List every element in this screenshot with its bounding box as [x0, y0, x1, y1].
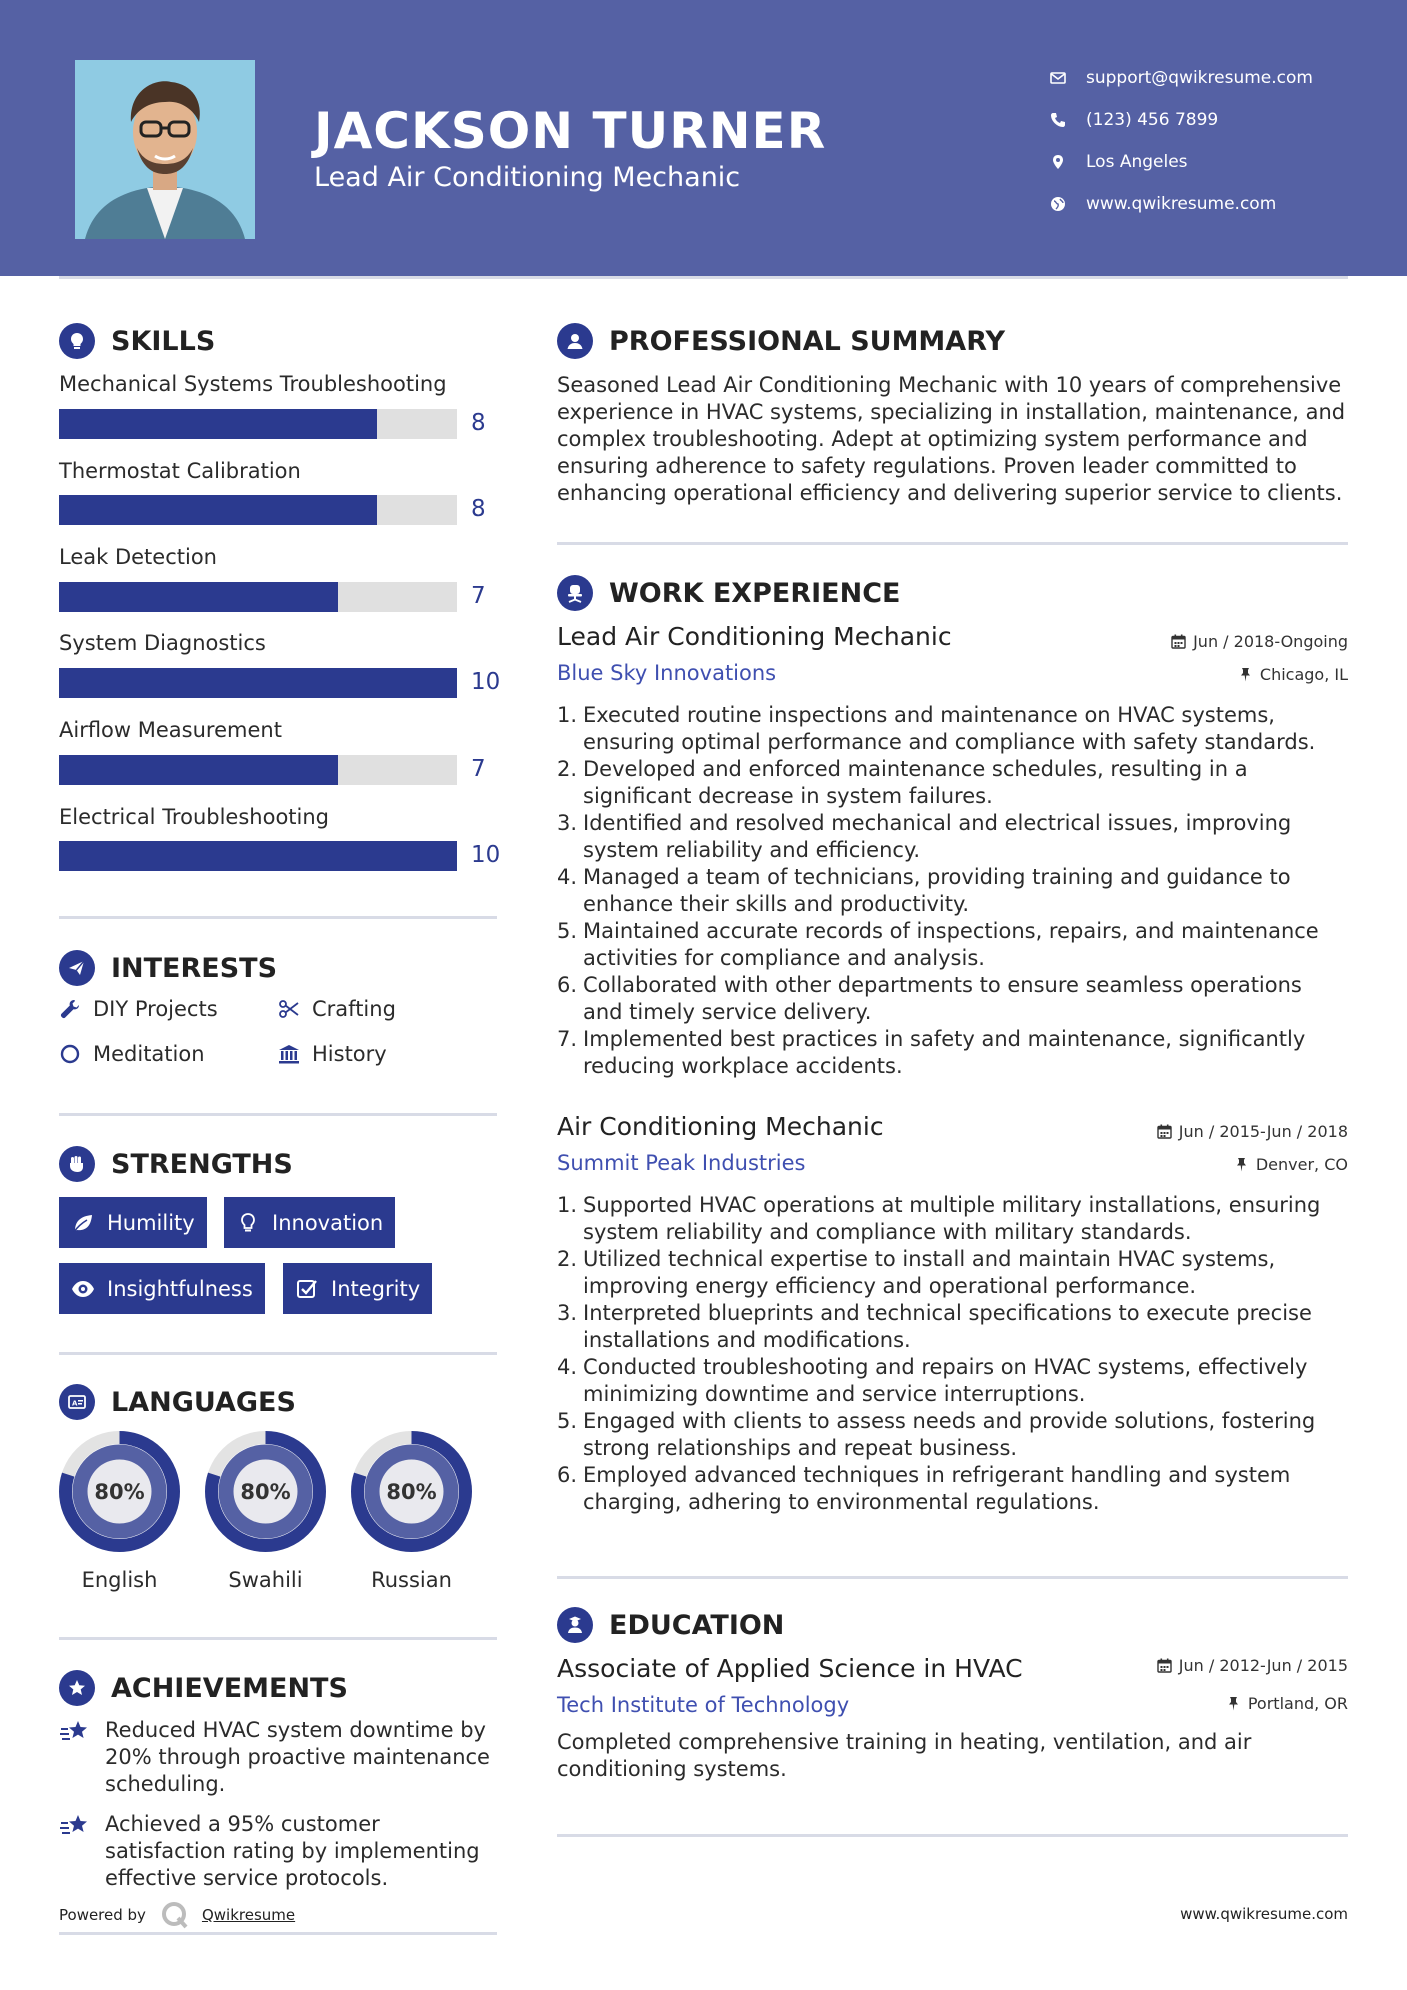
language-percent: 80%	[94, 1480, 145, 1504]
strength-badge	[283, 1263, 432, 1314]
skills-title: SKILLS	[111, 325, 216, 357]
job-dates	[1171, 632, 1348, 651]
powered-by	[59, 1900, 295, 1930]
contact-phone[interactable]	[1050, 99, 1390, 141]
education-dates	[1157, 1656, 1348, 1675]
graduate-icon	[557, 1607, 593, 1643]
skill-name: Thermostat Calibration	[59, 459, 301, 483]
language-item	[59, 1431, 180, 1592]
language-gauge	[205, 1431, 326, 1552]
job-bullet-text: Maintained accurate records of inspections, repairs, and maintenance activities for compliance and analysis.	[583, 919, 1319, 970]
eye-icon	[71, 1277, 95, 1301]
job-bullets	[557, 702, 1347, 1080]
experience-title: WORK EXPERIENCE	[609, 577, 901, 609]
language-gauge	[351, 1431, 472, 1552]
skill-bar-fill	[59, 582, 338, 612]
skill-name: Electrical Troubleshooting	[59, 805, 330, 829]
education-location-text: Portland, OR	[1247, 1694, 1348, 1713]
education-description: Completed comprehensive training in heating, ventilation, and air conditioning systems.	[557, 1730, 1252, 1781]
skill-bar	[59, 409, 457, 439]
section-divider	[59, 1637, 497, 1640]
header-banner	[0, 0, 1407, 276]
contact-email[interactable]	[1050, 57, 1390, 99]
job-location-text: Denver, CO	[1255, 1155, 1348, 1174]
skill-value: 10	[471, 669, 501, 695]
contact-location	[1050, 141, 1390, 183]
office-chair-icon	[557, 575, 593, 611]
education-dates-text: Jun / 2012-Jun / 2015	[1178, 1656, 1348, 1675]
job-bullet-text: Developed and enforced maintenance schedules, resulting in a significant decrease in system failures.	[583, 757, 1248, 808]
skill-name: System Diagnostics	[59, 631, 266, 655]
skill-bar	[59, 582, 457, 612]
experience-heading	[557, 575, 900, 611]
contact-website[interactable]	[1050, 183, 1390, 225]
contact-location-text: Los Angeles	[1086, 152, 1188, 172]
degree-title: Associate of Applied Science in HVAC	[557, 1654, 1023, 1683]
wrench-icon	[59, 998, 81, 1020]
school-name: Tech Institute of Technology	[557, 1693, 850, 1717]
language-name: Russian	[371, 1568, 452, 1592]
candidate-name: JACKSON TURNER	[314, 102, 827, 160]
phone-icon	[1050, 110, 1086, 130]
summary-heading	[557, 323, 1005, 359]
education-heading	[557, 1607, 784, 1643]
svg-text:A: A	[72, 1399, 78, 1408]
skill-bar-fill	[59, 409, 377, 439]
languages-title: LANGUAGES	[111, 1386, 296, 1418]
calendar-icon	[1157, 1658, 1172, 1673]
job-location	[1238, 665, 1348, 684]
skill-name: Mechanical Systems Troubleshooting	[59, 372, 447, 396]
skill-name: Leak Detection	[59, 545, 217, 569]
language-name: English	[81, 1568, 158, 1592]
interests-heading	[59, 950, 277, 986]
job-bullet-text: Conducted troubleshooting and repairs on HVAC systems, effectively minimizing downtime and service interruptions.	[583, 1355, 1308, 1406]
qwikresume-logo-icon	[160, 1900, 190, 1930]
skills-heading	[59, 323, 215, 359]
job-bullet-text: Employed advanced techniques in refrigerant handling and system charging, adhering to environmental regulations.	[583, 1463, 1291, 1514]
pin-icon	[1226, 1696, 1241, 1711]
job-bullet-text: Utilized technical expertise to install and maintain HVAC systems, improving energy efficiency and operational performance.	[583, 1247, 1276, 1298]
education-title: EDUCATION	[609, 1609, 785, 1641]
section-divider	[59, 1352, 497, 1355]
skill-bar	[59, 755, 457, 785]
job-bullet-text: Engaged with clients to assess needs and provide solutions, fostering strong relationships and repeat business.	[583, 1409, 1316, 1460]
user-icon	[557, 323, 593, 359]
circle-icon	[59, 1043, 81, 1065]
achievements-title: ACHIEVEMENTS	[111, 1672, 348, 1704]
skill-bar-fill	[59, 495, 377, 525]
interest-label: History	[312, 1042, 387, 1066]
job-bullet: 6. Employed advanced techniques in refrigerant handling and system charging, adhering to environmental regulations.	[557, 1462, 1347, 1516]
job-bullets	[557, 1192, 1347, 1516]
contact-phone-text: (123) 456 7899	[1086, 110, 1219, 130]
skill-value: 10	[471, 842, 501, 868]
language-card-icon	[59, 1384, 95, 1420]
powered-by-label: Powered by	[59, 1906, 146, 1924]
candidate-role: Lead Air Conditioning Mechanic	[314, 162, 741, 193]
skill-name: Airflow Measurement	[59, 718, 282, 742]
section-divider	[59, 916, 497, 919]
job-dates	[1157, 1122, 1348, 1141]
job-bullet: 5. Engaged with clients to assess needs and provide solutions, fostering strong relationships and repeat business.	[557, 1408, 1347, 1462]
skill-value: 8	[471, 496, 486, 522]
fist-icon	[59, 1146, 95, 1182]
pin-icon	[1234, 1157, 1249, 1172]
strengths-title: STRENGTHS	[111, 1148, 293, 1180]
section-divider	[557, 1576, 1348, 1579]
achievement-text: Achieved a 95% customer satisfaction rating by implementing effective service protocols.	[105, 1812, 480, 1890]
shooting-star-icon	[59, 1813, 91, 1839]
skill-bar-fill	[59, 668, 457, 698]
contact-list	[1050, 57, 1390, 225]
skill-value: 8	[471, 410, 486, 436]
interest-label: Meditation	[93, 1042, 205, 1066]
interest-label: DIY Projects	[93, 997, 218, 1021]
mail-icon	[1050, 68, 1086, 88]
achievements-heading	[59, 1670, 348, 1706]
job-bullet-text: Supported HVAC operations at multiple military installations, ensuring system reliability and compliance with military standards.	[583, 1193, 1321, 1244]
contact-website-text: www.qwikresume.com	[1086, 194, 1277, 214]
job-title: Lead Air Conditioning Mechanic	[557, 622, 952, 651]
footer-website[interactable]: www.qwikresume.com	[1180, 1905, 1348, 1923]
job-bullet: 4. Conducted troubleshooting and repairs on HVAC systems, effectively minimizing downtime and service interruptions.	[557, 1354, 1347, 1408]
skill-bar	[59, 668, 457, 698]
strength-label: Humility	[107, 1210, 195, 1235]
skill-bar-fill	[59, 755, 338, 785]
leaf-icon	[71, 1211, 95, 1235]
contact-email-text: support@qwikresume.com	[1086, 68, 1313, 88]
strength-badge	[59, 1197, 207, 1248]
strengths-heading	[59, 1146, 293, 1182]
check-square-icon	[295, 1277, 319, 1301]
job-dates-text: Jun / 2018-Ongoing	[1193, 632, 1348, 651]
strength-label: Integrity	[331, 1276, 421, 1301]
strength-label: Insightfulness	[107, 1276, 253, 1301]
skill-value: 7	[471, 756, 486, 782]
section-divider	[557, 1834, 1348, 1837]
shooting-star-icon	[59, 1719, 91, 1745]
scissors-icon	[278, 998, 300, 1020]
job-location	[1234, 1155, 1348, 1174]
section-divider	[59, 1113, 497, 1116]
museum-icon	[278, 1043, 300, 1065]
strength-badge	[224, 1197, 395, 1248]
company-name: Summit Peak Industries	[557, 1151, 806, 1175]
qwikresume-link[interactable]: Qwikresume	[201, 1906, 296, 1924]
globe-icon	[1050, 194, 1086, 214]
languages-heading	[59, 1384, 296, 1420]
interest-item	[59, 997, 218, 1021]
job-bullet-text: Implemented best practices in safety and maintenance, significantly reducing workplace accidents.	[583, 1027, 1306, 1078]
job-location-text: Chicago, IL	[1259, 665, 1348, 684]
interest-label: Crafting	[312, 997, 396, 1021]
language-percent: 80%	[386, 1480, 437, 1504]
company-name: Blue Sky Innovations	[557, 661, 777, 685]
interest-item	[278, 1042, 387, 1066]
skill-bar-fill	[59, 841, 457, 871]
job-bullet: 3. Identified and resolved mechanical and electrical issues, improving system reliability and efficiency.	[557, 810, 1347, 864]
lightbulb-icon	[236, 1211, 260, 1235]
job-bullet-text: Executed routine inspections and maintenance on HVAC systems, ensuring optimal performance and compliance with safety standards.	[583, 703, 1316, 754]
header-divider	[59, 276, 1348, 279]
paper-plane-icon	[59, 950, 95, 986]
job-bullet: 5. Maintained accurate records of inspections, repairs, and maintenance activities for compliance and analysis.	[557, 918, 1347, 972]
skill-bar	[59, 841, 457, 871]
interest-item	[59, 1042, 205, 1066]
language-item	[205, 1431, 326, 1592]
language-item	[351, 1431, 472, 1592]
lightbulb-icon	[59, 323, 95, 359]
calendar-icon	[1171, 634, 1186, 649]
achievement-item	[59, 1811, 499, 1892]
location-icon	[1050, 152, 1086, 172]
achievement-item	[59, 1717, 499, 1798]
profile-photo	[75, 60, 255, 239]
job-title: Air Conditioning Mechanic	[557, 1112, 884, 1141]
job-bullet: 3. Interpreted blueprints and technical specifications to execute precise installations and modifications.	[557, 1300, 1347, 1354]
skill-value: 7	[471, 583, 486, 609]
summary-text: Seasoned Lead Air Conditioning Mechanic with 10 years of comprehensive experience in HVAC systems, specializing in installation, maintenance, and complex troubleshooting. Adept at optimizing system performance and ensuring adherence to safety regulations. Proven leader committed to enhancing operational efficiency and delivering superior service to clients.	[557, 373, 1346, 505]
language-percent: 80%	[240, 1480, 291, 1504]
job-bullet: 7. Implemented best practices in safety and maintenance, significantly reducing workplace accidents.	[557, 1026, 1347, 1080]
calendar-icon	[1157, 1124, 1172, 1139]
interest-item	[278, 997, 396, 1021]
summary-title: PROFESSIONAL SUMMARY	[609, 325, 1006, 357]
job-bullet-text: Identified and resolved mechanical and electrical issues, improving system reliability and efficiency.	[583, 811, 1292, 862]
job-bullet: 2. Utilized technical expertise to install and maintain HVAC systems, improving energy efficiency and operational performance.	[557, 1246, 1347, 1300]
strength-label: Innovation	[272, 1210, 384, 1235]
section-divider	[557, 542, 1348, 545]
interests-title: INTERESTS	[111, 952, 278, 984]
education-location	[1226, 1694, 1348, 1713]
job-dates-text: Jun / 2015-Jun / 2018	[1178, 1122, 1348, 1141]
star-badge-icon	[59, 1670, 95, 1706]
achievement-text: Reduced HVAC system downtime by 20% through proactive maintenance scheduling.	[105, 1718, 490, 1796]
pin-icon	[1238, 667, 1253, 682]
language-name: Swahili	[228, 1568, 303, 1592]
job-bullet: 4. Managed a team of technicians, providing training and guidance to enhance their skills and productivity.	[557, 864, 1347, 918]
job-bullet-text: Collaborated with other departments to ensure seamless operations and timely service delivery.	[583, 973, 1302, 1024]
section-divider	[59, 1932, 497, 1935]
language-gauge	[59, 1431, 180, 1552]
job-bullet: 1. Executed routine inspections and maintenance on HVAC systems, ensuring optimal performance and compliance with safety standards.	[557, 702, 1347, 756]
job-bullet: 2. Developed and enforced maintenance schedules, resulting in a significant decrease in system failures.	[557, 756, 1347, 810]
strength-badge	[59, 1263, 265, 1314]
job-bullet: 1. Supported HVAC operations at multiple military installations, ensuring system reliability and compliance with military standards.	[557, 1192, 1347, 1246]
job-bullet: 6. Collaborated with other departments to ensure seamless operations and timely service delivery.	[557, 972, 1347, 1026]
job-bullet-text: Managed a team of technicians, providing training and guidance to enhance their skills and productivity.	[583, 865, 1291, 916]
job-bullet-text: Interpreted blueprints and technical specifications to execute precise installations and modifications.	[583, 1301, 1312, 1352]
skill-bar	[59, 495, 457, 525]
